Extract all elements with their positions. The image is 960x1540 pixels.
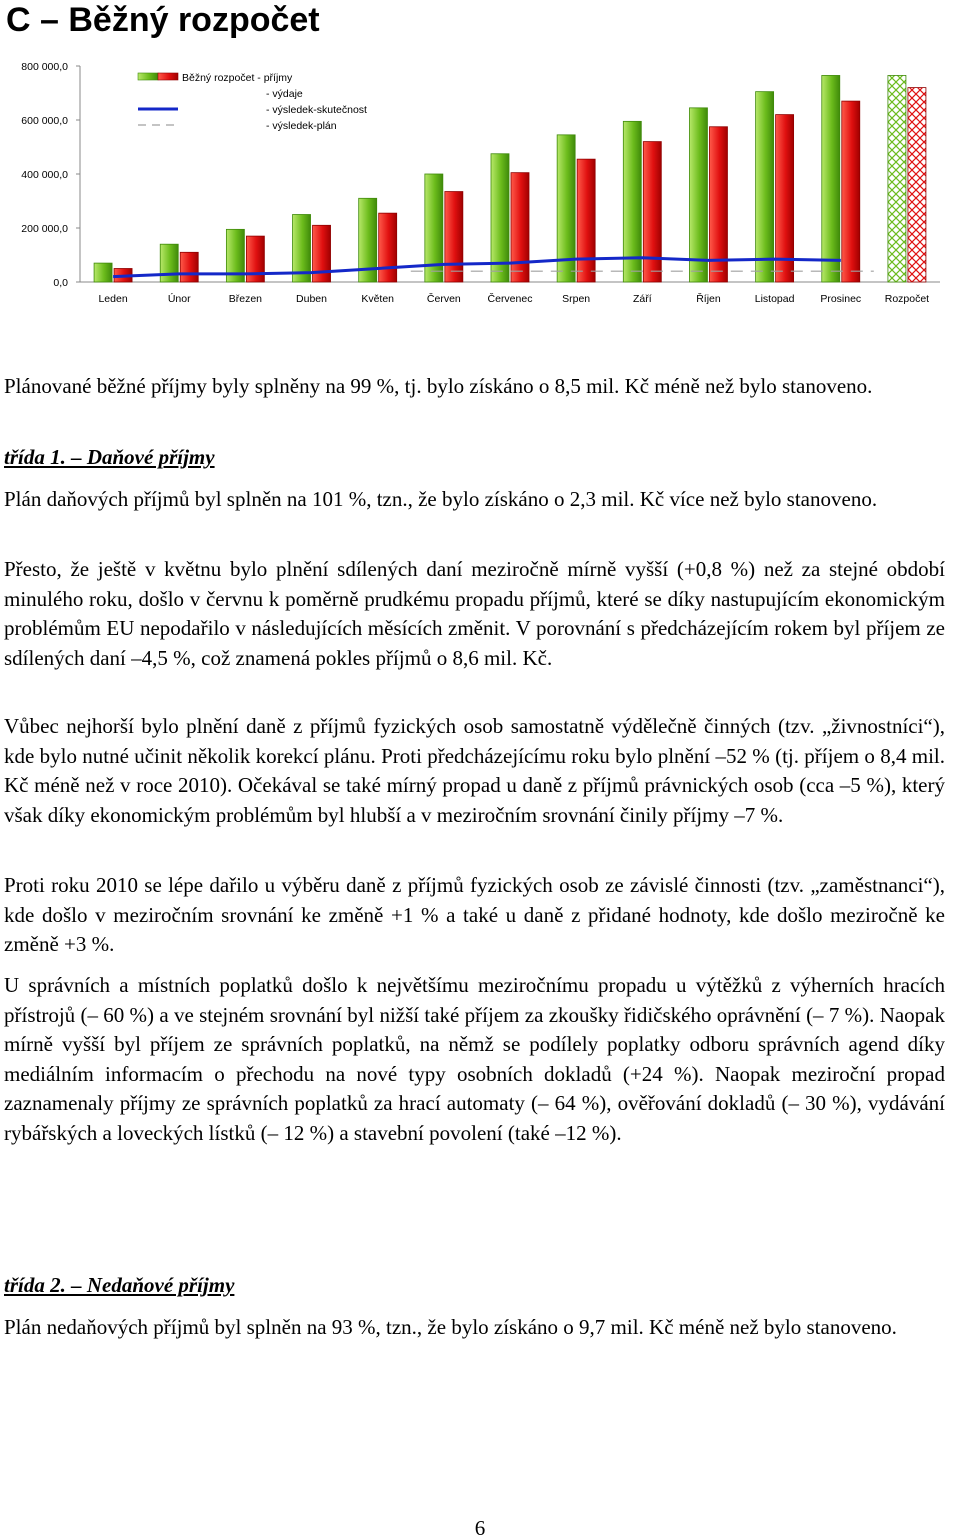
x-tick-label: Listopad [754,293,795,305]
line-vysledek-skutecnost [113,258,841,277]
legend-swatch-prijmy [138,73,158,80]
x-tick-label: Říjen [696,293,721,305]
bar-vydaje [908,88,926,282]
x-tick-label: Leden [98,293,128,305]
bar-vydaje [445,192,463,282]
x-tick-label: Rozpočet [884,293,930,305]
bar-vydaje [577,159,595,282]
page-number: 6 [474,1516,486,1540]
y-tick-label: 0,0 [53,277,68,289]
bar-vydaje [776,115,794,282]
budget-chart [0,50,960,310]
legend-label: - výsledek-skutečnost [266,104,367,116]
legend-label: - výsledek-plán [266,120,337,132]
legend-swatch-vydaje [158,73,178,80]
x-tick-label: Srpen [562,293,591,305]
axis [21,61,940,305]
x-tick-label: Únor [167,293,191,305]
paragraph-fees: U správních a místních poplatků došlo k největšímu meziročnímu propadu u výtěžků z výherních hracích přístrojů (– 60 %) a ve stejném srovnání byl nižší také příjem za zkoušky řidičského oprávnění (– 7 %). Naopak mírně vyšší byl příjem ze správních poplatků, na němž se podílely poplatky odboru správních agend díky mediálním informacím o přechodu na nové typy osobních dokladů (+24 %). Naopak meziroční propad zaznamenaly příjmy ze správních poplatků za hrací automaty (– 64 %), ověřování dokladů (– 30 %), vydávání rybářských a loveckých lístků (– 12 %) a stavební povolení (také –12 %). [4,973,945,1145]
bar-prijmy [888,75,906,282]
section-heading-class-1: třída 1. – Daňové příjmy [4,445,215,469]
bar-prijmy [822,75,840,282]
x-tick-label: Červen [426,293,461,305]
paragraph-shared-taxes: Přesto, že ještě v květnu bylo plnění sdílených daní meziročně mírně vyšší (+0,8 %) než za stejné období minulého roku, došlo v červnu k poměrně prudkému propadu příjmů, které se díky nastupujícím ekonomickým problémům EU nepodařilo v následujících měsících změnit. V porovnání s předcházejícím rokem byl příjem ze sdílených daní –4,5 %, což znamená pokles příjmů o 8,6 mil. Kč. [4,557,945,670]
x-tick-label: Prosinec [820,293,862,305]
legend-label: Běžný rozpočet - příjmy [182,72,293,84]
x-tick-label: Září [632,293,652,305]
bar-vydaje [643,142,661,282]
bar-vydaje [511,173,529,282]
bar-prijmy [689,108,707,282]
bar-prijmy [94,263,112,282]
y-tick-label: 800 000,0 [21,61,68,73]
x-tick-label: Březen [228,293,263,305]
bar-vydaje [379,213,397,282]
paragraph-self-employed: Vůbec nejhorší bylo plnění daně z příjmů fyzických osob samostatně výdělečně činných (tzv. „živnostníci“), kde bylo nutné učinit několik korekcí plánu. Proti předcházejícímu roku bylo plnění –52 % (tj. příjem o 8,4 mil. Kč méně než v roce 2010). Očekával se také mírný propad u daně z příjmů právnických osob (cca –5 %), který však díky ekonomickým problémům byl hlubší a v meziročním srovnání činily příjmy –7 %. [4,714,945,827]
section-heading-class-2: třída 2. – Nedaňové příjmy [4,1273,235,1297]
y-tick-label: 600 000,0 [21,115,68,127]
bar-prijmy [756,92,774,282]
paragraph-tax-plan: Plán daňových příjmů byl splněn na 101 %, tzn., že bylo získáno o 2,3 mil. Kč více než bylo stanoveno. [4,487,878,511]
x-tick-label: Červenec [487,293,533,305]
legend [138,72,367,132]
page-heading: C – Běžný rozpočet [6,1,320,39]
bars [94,75,926,282]
paragraph-employees: Proti roku 2010 se lépe dařilo u výběru daně z příjmů fyzických osob ze závislé činnosti (tzv. „zaměstnanci“), kde došlo v meziročním srovnání ke změně +1 % a také u daně z přidané hodnoty, kde došlo meziročně ke změně +3 %. [4,873,945,956]
x-tick-label: Duben [296,293,328,305]
bar-vydaje [180,252,198,282]
y-tick-label: 400 000,0 [21,169,68,181]
bar-vydaje [842,101,860,282]
paragraph-plan-summary: Plánované běžné příjmy byly splněny na 99 %, tj. bylo získáno o 8,5 mil. Kč méně než bylo stanoveno. [4,374,873,398]
y-tick-label: 200 000,0 [21,223,68,235]
x-tick-label: Květen [361,293,395,305]
paragraph-nontax-plan: Plán nedaňových příjmů byl splněn na 93 %, tzn., že bylo získáno o 9,7 mil. Kč méně než bylo stanoveno. [4,1315,897,1339]
bar-prijmy [160,244,178,282]
legend-label: - výdaje [266,88,303,100]
